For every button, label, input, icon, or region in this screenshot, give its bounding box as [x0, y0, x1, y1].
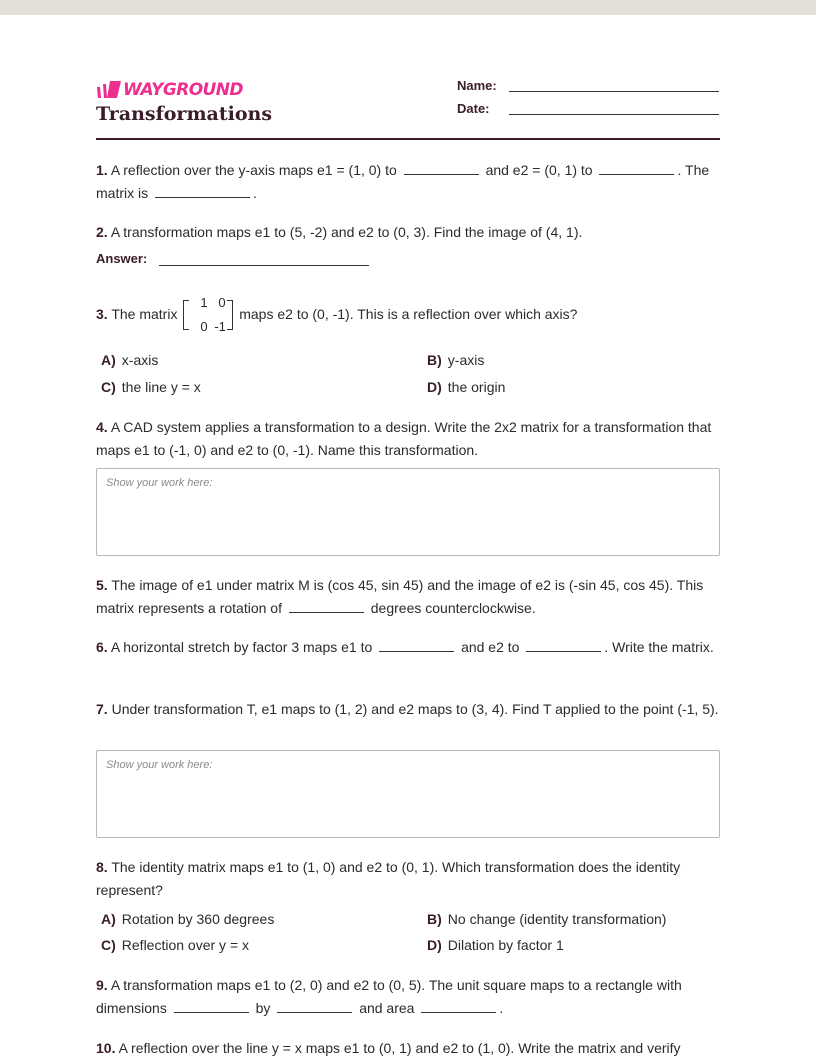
answer-blank[interactable] — [599, 160, 674, 175]
question-number: 4. — [96, 419, 108, 435]
brand-logo — [96, 79, 243, 101]
question-text: degrees counterclockwise. — [370, 599, 536, 616]
date-field[interactable] — [457, 101, 719, 116]
matrix — [183, 294, 233, 336]
question-7 — [96, 698, 720, 721]
top-bar — [0, 0, 816, 15]
choice-a[interactable]: A) x-axis — [101, 352, 159, 368]
question-number: 7. — [96, 701, 108, 717]
question-1 — [96, 159, 720, 204]
choice-d[interactable]: D) the origin — [427, 379, 506, 395]
choice-a[interactable]: A) Rotation by 360 degrees — [101, 911, 275, 927]
question-text: maps e2 to (0, -1). This is a reflection over which axis? — [239, 306, 578, 322]
question-text: A CAD system applies a transformation to a design. Write the 2x2 matrix for a transformation that maps e1 to (-1, 0) and e2 to (0, -1). Name this transformation. — [96, 419, 712, 458]
work-area[interactable] — [96, 468, 720, 556]
name-label: Name: — [457, 78, 497, 93]
matrix-bracket-left — [183, 300, 189, 330]
question-text: A reflection over the line y = x maps e1 to (0, 1) and e2 to (1, 0). Write the matrix and verify — [118, 1040, 681, 1056]
question-8 — [96, 856, 720, 901]
work-area[interactable] — [96, 750, 720, 838]
question-4 — [96, 416, 720, 461]
brand-name: WAYGROUND — [123, 80, 243, 100]
matrix-entry: -1 — [214, 319, 226, 335]
question-number: 10. — [96, 1040, 116, 1056]
date-line[interactable] — [509, 113, 719, 115]
question-text: matrix is — [96, 184, 149, 201]
question-text: . — [253, 184, 257, 201]
work-area-placeholder: Show your work here: — [106, 759, 213, 771]
answer-row[interactable] — [96, 251, 369, 266]
question-10 — [96, 1037, 720, 1060]
answer-blank[interactable] — [404, 160, 479, 175]
answer-blank[interactable] — [526, 637, 601, 652]
question-6 — [96, 636, 720, 659]
answer-blank[interactable] — [277, 998, 352, 1013]
question-text: A horizontal stretch by factor 3 maps e1 to — [110, 639, 373, 655]
question-text: and e2 = (0, 1) to — [485, 162, 593, 178]
answer-blank[interactable] — [289, 598, 364, 613]
question-text: A transformation maps e1 to (2, 0) and e2 to (0, 5). The unit square maps to a rectangle with dimensions — [96, 977, 682, 1016]
choice-c[interactable]: C) the line y = x — [101, 379, 201, 395]
question-2 — [96, 221, 720, 244]
answer-line[interactable] — [159, 264, 369, 266]
answer-blank[interactable] — [379, 637, 454, 652]
question-3 — [96, 293, 720, 336]
question-5 — [96, 574, 720, 619]
question-text: by — [255, 999, 271, 1016]
date-label: Date: — [457, 101, 490, 116]
choice-b[interactable]: B) No change (identity transformation) — [427, 911, 667, 927]
page-title: Transformations — [96, 103, 273, 125]
question-text: . The — [677, 162, 710, 178]
question-number: 5. — [96, 577, 108, 593]
question-number: 2. — [96, 224, 108, 240]
header-divider — [96, 138, 720, 140]
question-text: The matrix — [111, 306, 178, 322]
answer-blank[interactable] — [421, 998, 496, 1013]
name-field[interactable] — [457, 78, 719, 93]
name-line[interactable] — [509, 90, 719, 92]
answer-label: Answer: — [96, 251, 148, 266]
question-text: A transformation maps e1 to (5, -2) and e2 to (0, 3). Find the image of (4, 1). — [110, 224, 583, 240]
choice-b[interactable]: B) y-axis — [427, 352, 485, 368]
question-text: The identity matrix maps e1 to (1, 0) and e2 to (0, 1). Which transformation does the identity represent? — [96, 859, 681, 898]
question-number: 9. — [96, 977, 108, 993]
question-text: and e2 to — [461, 639, 520, 655]
question-text: . Write the matrix. — [604, 639, 714, 655]
matrix-entry: 0 — [200, 319, 208, 335]
question-text: The image of e1 under matrix M is (cos 45, sin 45) and the image of e2 is (-sin 45, cos 45). This matrix represents a rotation of — [96, 577, 704, 616]
work-area-placeholder: Show your work here: — [106, 477, 213, 489]
question-number: 6. — [96, 639, 108, 655]
choice-d[interactable]: D) Dilation by factor 1 — [427, 937, 564, 953]
wayground-logo-icon — [96, 80, 122, 100]
question-text: A reflection over the y-axis maps e1 = (1, 0) to — [110, 162, 397, 178]
answer-blank[interactable] — [174, 998, 249, 1013]
question-text: . — [499, 999, 504, 1016]
choice-c[interactable]: C) Reflection over y = x — [101, 937, 250, 953]
question-9 — [96, 974, 720, 1019]
question-text: Under transformation T, e1 maps to (1, 2) and e2 maps to (3, 4). Find T applied to the point (-1, 5). — [111, 701, 719, 717]
matrix-entry: 1 — [200, 295, 208, 311]
question-number: 8. — [96, 859, 108, 875]
answer-blank[interactable] — [155, 183, 250, 198]
matrix-entry: 0 — [218, 295, 226, 311]
matrix-bracket-right — [227, 300, 233, 330]
question-number: 3. — [96, 306, 108, 322]
question-text: and area — [359, 999, 415, 1016]
question-number: 1. — [96, 162, 108, 178]
